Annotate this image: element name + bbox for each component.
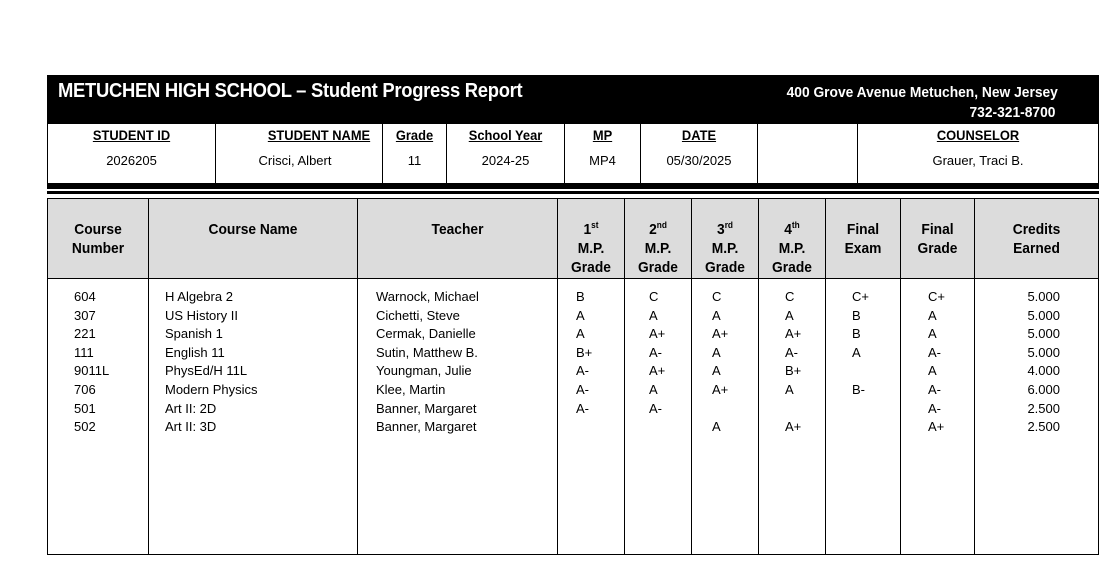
- credits-earned: 5.000: [1027, 344, 1060, 360]
- mp4-grade: A: [785, 382, 794, 397]
- header-mp3-num: 3: [717, 221, 725, 238]
- header-mp3-l1: [695, 220, 756, 239]
- credits-earned: 5.000: [1027, 289, 1060, 304]
- mp1-grade: A: [576, 307, 585, 323]
- course-name: Spanish 1: [165, 326, 223, 342]
- date-value: 05/30/2025: [666, 153, 732, 168]
- header-mp2-sup: nd: [656, 220, 667, 230]
- mp2-grade: A+: [649, 363, 666, 379]
- mp2-grade: A-: [649, 344, 662, 360]
- col-final-exam: [826, 199, 901, 554]
- student-name-cell: [216, 124, 383, 183]
- teacher-name: Youngman, Julie: [376, 363, 472, 379]
- mp2-grade: A+: [649, 326, 666, 342]
- header-mp3-sup: rd: [724, 220, 733, 230]
- header-credits-l2: Earned: [1013, 240, 1060, 257]
- teacher-name: Cermak, Danielle: [376, 326, 476, 342]
- divider-bar-thin: [47, 191, 1099, 194]
- report-header: [47, 75, 1099, 124]
- mp3-grade: A: [712, 307, 721, 323]
- mp2-grade: C: [649, 289, 659, 304]
- counselor-cell: [858, 124, 1098, 183]
- final-exam-grade: B: [852, 307, 861, 323]
- credits-earned: 6.000: [1027, 382, 1060, 397]
- header-course-number-l1: Course: [74, 221, 122, 238]
- credits-earned: 2.500: [1027, 419, 1060, 435]
- teacher-name: Warnock, Michael: [376, 289, 479, 304]
- counselor-label: COUNSELOR: [936, 127, 1020, 143]
- header-mp2-l3: Grade: [638, 259, 678, 276]
- mp1-grade: A-: [576, 400, 589, 416]
- header-mp4-l2: M.P.: [778, 240, 806, 257]
- mp2-grade: A-: [649, 400, 662, 416]
- date-cell: [641, 124, 758, 183]
- school-year-cell: [447, 124, 565, 183]
- col-mp3: [692, 199, 759, 554]
- header-mp2-l1: [628, 220, 689, 239]
- header-mp1-l1: [561, 220, 622, 239]
- course-name: PhysEd/H 11L: [165, 363, 248, 379]
- final-exam-grade: C+: [852, 289, 869, 304]
- final-grade: C+: [928, 289, 945, 304]
- final-grade: A-: [928, 400, 941, 416]
- header-mp4-num: 4: [784, 221, 792, 238]
- teacher-name: Banner, Margaret: [376, 419, 477, 435]
- student-id-label: STUDENT ID: [92, 127, 171, 143]
- mp4-grade: A+: [785, 419, 802, 435]
- student-id-value: 2026205: [106, 153, 157, 168]
- header-final-exam-l1: Final: [846, 221, 880, 238]
- mp1-grade: A-: [576, 382, 589, 397]
- header-mp2-l2: M.P.: [644, 240, 672, 257]
- header-mp1-l3: Grade: [571, 259, 611, 276]
- mp-cell: [565, 124, 641, 183]
- header-mp3-l2: M.P.: [711, 240, 739, 257]
- header-mp4-l1: [762, 220, 823, 239]
- course-name: Art II: 3D: [165, 419, 217, 435]
- course-number: 307: [74, 307, 96, 323]
- mp2-grade: A: [649, 382, 658, 397]
- teacher-name: Cichetti, Steve: [376, 307, 460, 323]
- course-number: 502: [74, 419, 96, 435]
- grade-label: Grade: [395, 127, 434, 143]
- date-label: DATE: [681, 127, 717, 143]
- credits-earned: 5.000: [1027, 326, 1060, 342]
- student-name-value: Crisci, Albert: [258, 153, 332, 168]
- student-id-cell: [48, 124, 216, 183]
- mp1-grade: B: [576, 289, 585, 304]
- course-name: US History II: [165, 307, 238, 323]
- header-teacher: Teacher: [431, 221, 484, 238]
- mp4-grade: A: [785, 307, 794, 323]
- header-final-grade-l2: Grade: [917, 240, 958, 257]
- col-mp1: [558, 199, 625, 554]
- course-number: 221: [74, 326, 96, 342]
- credits-earned: 4.000: [1027, 363, 1060, 379]
- mp3-grade: A+: [712, 326, 729, 342]
- mp-value: MP4: [589, 153, 616, 168]
- final-grade: A-: [928, 382, 941, 397]
- mp4-grade: B+: [785, 363, 802, 379]
- mp3-grade: A+: [712, 382, 729, 397]
- course-number: 111: [74, 344, 94, 360]
- header-mp1-l2: M.P.: [577, 240, 605, 257]
- final-grade: A: [928, 307, 937, 323]
- header-course-name: Course Name: [208, 221, 298, 238]
- final-grade: A-: [928, 344, 941, 360]
- course-number: 706: [74, 382, 96, 397]
- grades-table: [47, 198, 1099, 555]
- col-final-grade: [901, 199, 975, 554]
- header-course-number-l2: Number: [71, 240, 125, 257]
- mp1-grade: A-: [576, 363, 589, 379]
- school-title: METUCHEN HIGH SCHOOL – Student Progress Report: [58, 80, 523, 102]
- final-exam-grade: A: [852, 344, 861, 360]
- teacher-name: Banner, Margaret: [376, 400, 477, 416]
- mp4-grade: A-: [785, 344, 798, 360]
- student-name-label: STUDENT NAME: [267, 127, 371, 143]
- mp3-grade: A: [712, 419, 721, 435]
- header-mp4-sup: th: [791, 220, 800, 230]
- course-name: Art II: 2D: [165, 400, 217, 416]
- course-name: English 11: [165, 344, 225, 360]
- teacher-name: Klee, Martin: [376, 382, 446, 397]
- mp1-grade: A: [576, 326, 585, 342]
- mp4-grade: C: [785, 289, 795, 304]
- grade-cell: [383, 124, 447, 183]
- student-info-row: [47, 124, 1099, 184]
- header-mp4-l3: Grade: [772, 259, 812, 276]
- mp-label: MP: [592, 127, 613, 143]
- header-credits-l1: Credits: [1012, 221, 1061, 238]
- school-year-label: School Year: [468, 127, 543, 143]
- school-address: 400 Grove Avenue Metuchen, New Jersey: [786, 84, 1058, 101]
- divider-bar: [47, 183, 1099, 189]
- blank-cell: [758, 124, 858, 183]
- mp3-grade: A: [712, 363, 721, 379]
- course-name: Modern Physics: [165, 382, 258, 397]
- mp1-grade: B+: [576, 344, 593, 360]
- mp2-grade: A: [649, 307, 658, 323]
- grade-value: 11: [407, 153, 422, 168]
- credits-earned: 2.500: [1027, 400, 1060, 416]
- teacher-name: Sutin, Matthew B.: [376, 344, 478, 360]
- header-final-grade-l1: Final: [921, 221, 954, 238]
- header-mp2-num: 2: [649, 221, 657, 238]
- final-exam-grade: B-: [852, 382, 865, 397]
- course-name: H Algebra 2: [165, 289, 233, 304]
- mp3-grade: C: [712, 289, 722, 304]
- header-final-exam-l2: Exam: [844, 240, 882, 257]
- final-grade: A: [928, 363, 937, 379]
- header-mp3-l3: Grade: [705, 259, 745, 276]
- course-number: 9011L: [74, 363, 110, 379]
- final-grade: A+: [928, 419, 945, 435]
- header-mp1-num: 1: [583, 221, 592, 238]
- credits-earned: 5.000: [1027, 307, 1060, 323]
- progress-report: [47, 75, 1099, 554]
- counselor-value: Grauer, Traci B.: [932, 153, 1024, 168]
- mp4-grade: A+: [785, 326, 802, 342]
- school-phone: 732-321-8700: [969, 104, 1055, 121]
- school-year-value: 2024-25: [481, 153, 530, 168]
- course-number: 501: [74, 400, 96, 416]
- course-number: 604: [74, 289, 96, 304]
- final-exam-grade: B: [852, 326, 861, 342]
- final-grade: A: [928, 326, 937, 342]
- mp3-grade: A: [712, 344, 721, 360]
- header-mp1-sup: st: [591, 220, 599, 230]
